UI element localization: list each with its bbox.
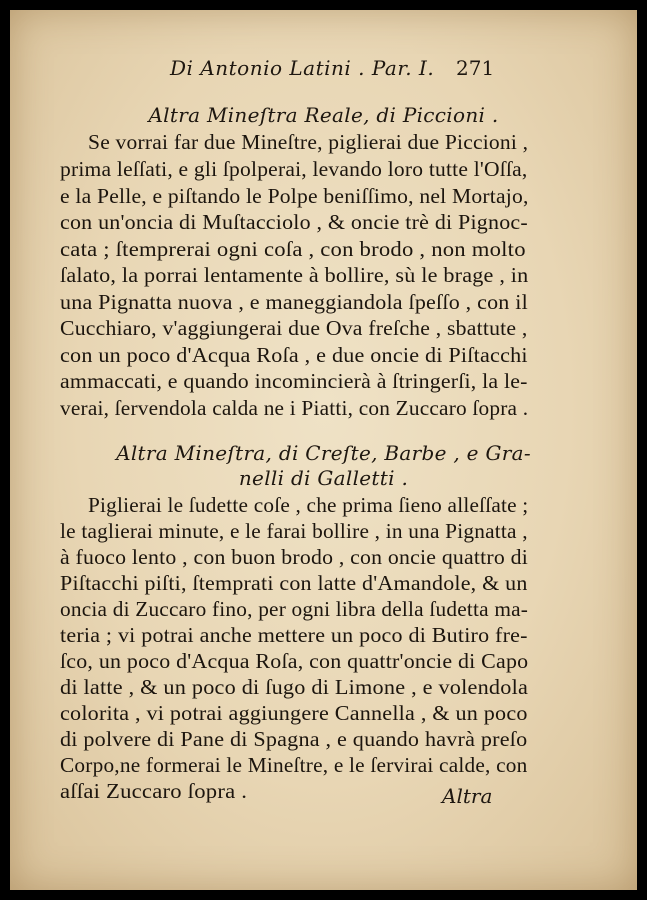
text-line: con un poco d'Acqua Roſa , e due oncie di Piſtacchi <box>60 343 528 367</box>
recipe-heading-1: Altra Mineſtra Reale, di Piccioni . <box>148 103 499 127</box>
catchword: Altra <box>442 784 493 808</box>
recipe-heading-2-line-2: nelli di Galletti . <box>238 466 409 490</box>
text-line: verai, ſervendola calda ne i Piatti, con Zuccaro ſopra . <box>60 396 529 420</box>
text-line: Piſtacchi piſti, ſtemprati con latte d'Amandole, & un <box>60 571 528 595</box>
text-line: teria ; vi potrai anche mettere un poco di Butiro fre- <box>60 623 528 647</box>
text-line: oncia di Zuccaro fino, per ogni libra della ſudetta ma- <box>60 597 529 621</box>
book-page <box>10 10 637 890</box>
text-line: con un'oncia di Muſtacciolo , & oncie trè di Pignoc- <box>60 210 528 234</box>
page-number: 271 <box>456 56 495 80</box>
text-line: le taglierai minute, e le farai bollire , in una Pignatta , <box>60 519 528 543</box>
running-head <box>10 56 637 86</box>
text-line: cata ; ſtemprerai ogni coſa , con brodo , non molto <box>60 237 526 261</box>
text-line: Piglierai le ſudette coſe , che prima ſieno alleſſate ; <box>88 493 529 517</box>
text-line: e la Pelle, e piſtando le Polpe beniſſimo, nel Mortajo, <box>60 184 529 208</box>
text-line: una Pignatta nuova , e maneggiandola ſpeſſo , con il <box>60 290 528 314</box>
text-line: ſco, un poco d'Acqua Roſa, con quattr'oncie di Capo <box>60 649 529 673</box>
running-head-title: Di Antonio Latini . Par. I. <box>170 56 435 80</box>
text-line: Se vorrai far due Mineſtre, piglierai due Piccioni , <box>88 130 529 154</box>
text-line: colorita , vi potrai aggiungere Cannella , & un poco <box>60 701 528 725</box>
text-line: di latte , & un poco di ſugo di Limone , e volendola <box>60 675 529 699</box>
recipe-heading-2-line-1: Altra Mineſtra, di Creſte, Barbe , e Gra- <box>116 441 531 465</box>
text-line: à fuoco lento , con buon brodo , con oncie quattro di <box>60 545 529 569</box>
text-line: prima leſſati, e gli ſpolperai, levando loro tutte l'Oſſa, <box>60 157 528 181</box>
text-line: ſalato, la porrai lentamente à bollire, sù le brage , in <box>60 263 529 287</box>
text-line: aſſai Zuccaro ſopra . <box>60 779 248 803</box>
text-line: Cucchiaro, v'aggiungerai due Ova freſche , sbattute , <box>60 316 528 340</box>
text-line: ammaccati, e quando incomincierà à ſtringerſi, la le- <box>60 369 528 393</box>
text-line: di polvere di Pane di Spagna , e quando havrà preſo <box>60 727 528 751</box>
text-line: Corpo,ne formerai le Mineſtre, e le ſervirai calde, con <box>60 753 528 777</box>
